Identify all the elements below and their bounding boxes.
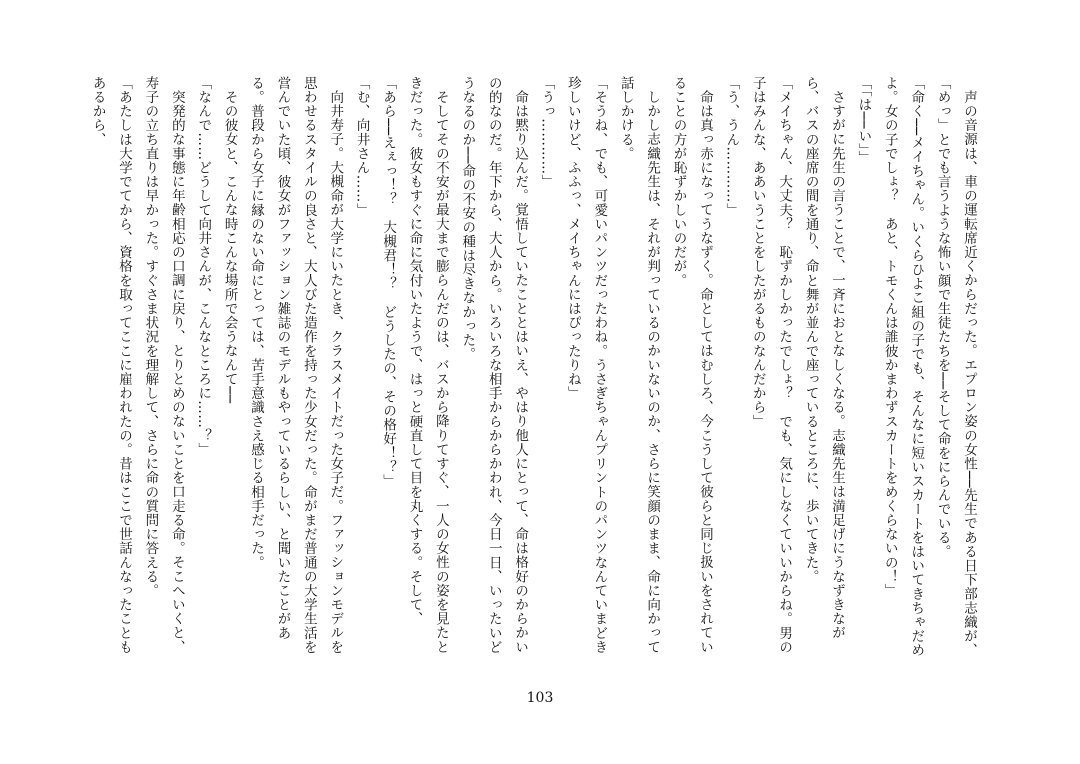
dialogue-line: 「なんで……どうして向井さんが、こんなところに……？」	[195, 76, 212, 457]
dialogue-line: 「む、向井さん……」	[353, 76, 370, 217]
narration-paragraph: 向井寿子。大槻命が大学にいたとき、クラスメイトだった女子だ。ファッションモデルを思わせるスタイルの良さと、大人びた造作を持った少女だった。命がまだ普通の大学生活を営んでいた頃、彼女がファッション雑誌のモデルもやっているらしい、と聞いたことがある。普段から女子に縁のない命にとっては、苦手意識さえ感じる相手だった。	[248, 76, 344, 655]
page-number: 103	[526, 690, 554, 706]
vertical-text-body	[82, 76, 982, 666]
dialogue-line: 「そうね、でも、可愛いパンツだったわね。うさぎちゃんプリントのパンツなんていまどき珍しいけど、ふふっ、メイちゃんにはぴったりね」	[564, 76, 608, 655]
narration-paragraph: さすがに先生の言うことで、一斉におとなしくなる。志織先生は満足げにうなずきながら、バスの座席の間を通り、命と舞が並んで座っているところに、歩いてきた。	[802, 76, 845, 640]
dialogue-line: 「うっ…………」	[538, 76, 555, 189]
narration-paragraph: その彼女と、こんな時こんな場所で会うなんて──	[221, 89, 238, 404]
dialogue-line: 「あたしは大学でてから、資格を取ってここに雇われたの。昔はここで世話んなったこともあるから、	[89, 76, 132, 655]
dialogue-line: 「メイちゃん、大丈夫？ 恥ずかしかったでしょ？ でも、気にしなくていいからね。男の子はみんな、ああいうことをしたがるものなんだから」	[749, 76, 793, 655]
narration-paragraph: 声の音源は、車の運転席近くからだった。エプロン姿の女性──先生である日下部志織が、「めっ」とでも言うような怖い顔で生徒たちを──そして命をにらんでいる。	[934, 76, 977, 657]
narration-paragraph: 突発的な事態に年齢相応の口調に戻り、とりとめのないことを口走る命。そこへいくと、寿子の立ち直りは早かった。すぐさま状況を理解して、さらに命の質問に答える。	[142, 76, 185, 654]
narration-paragraph: 命は黙り込んだ。覚悟していたこととはいえ、やはり他人にとって、命は格好のからかいの的なのだ。年下から、大人から。いろいろな相手からからかわれ、今日一日、いったいどうなるのか──命の不安の種は尽きなかった。	[459, 76, 529, 655]
narration-paragraph: そしてその不安が最大まで膨らんだのは、バスから降りてすぐ、一人の女性の姿を見たときだった。彼女もすぐに命に気付いたようで、はっと硬直して目を丸くする。そして、	[406, 76, 449, 654]
narration-paragraph: 命は真っ赤になってうなずく。命としてはむしろ、今こうして彼らと同じ扱いをされていることの方が恥ずかしいのだが。	[670, 76, 713, 654]
dialogue-line: 「あら──えぇっ！？ 大槻君！？ どうしたの、その格好！？」	[380, 76, 397, 489]
dialogue-line: 「「は──い」」	[855, 76, 872, 165]
dialogue-line: 「命く──メイちゃん。いくらひよこ組の子でも、そんなに短いスカートをはいてきちゃだめよ。女の子でしょ？ あと、トモくんは誰彼かまわずスカートをめくらないの！」	[881, 76, 925, 658]
dialogue-line: 「う、うん…………」	[723, 76, 740, 217]
narration-paragraph: しかし志織先生は、それが判っているのかいないのか、さらに笑顔のまま、命に向かって話しかける。	[617, 76, 661, 654]
